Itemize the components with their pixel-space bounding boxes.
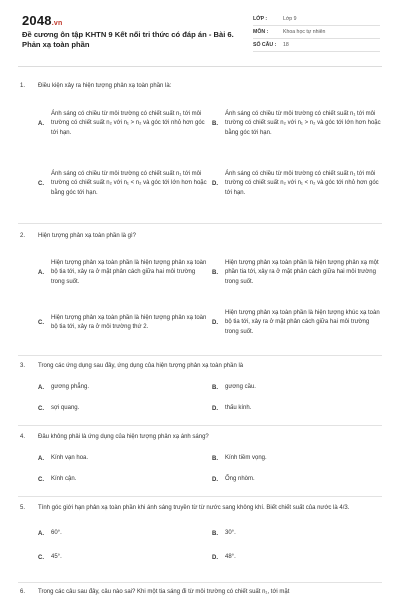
option-text: Hiện tượng phản xạ toàn phần là hiện tượng phản xạ toàn bộ tia tới, xảy ra ở mặt phân cách giữa hai môi trường trong suốt. xyxy=(51,260,207,285)
question-divider xyxy=(18,496,382,497)
question-divider xyxy=(18,355,382,356)
option-c[interactable] xyxy=(38,475,210,485)
option-text: Hiện tượng phản xạ toàn phần là hiện tượng phản xạ toàn bộ tia tới, xảy ra ở môi trường thứ 2. xyxy=(51,314,207,330)
option-text: Hiện tượng phản xạ toàn phần là hiện tượng khúc xạ toàn bộ tia tới, xảy ra ở mặt phân cách giữa hai môi trường trong suốt. xyxy=(225,310,380,335)
option-a[interactable] xyxy=(38,454,210,464)
option-a[interactable] xyxy=(38,249,210,297)
answer-options xyxy=(20,91,382,213)
question-number: 1. xyxy=(20,83,26,89)
option-letter: B. xyxy=(212,455,218,462)
site-logo[interactable] xyxy=(22,13,62,28)
option-letter: C. xyxy=(38,476,44,483)
question-3 xyxy=(20,362,382,421)
question-2 xyxy=(20,232,382,351)
question-text: Trong các ứng dụng sau đây, ứng dụng của hiện tượng phản xạ toàn phần là xyxy=(38,363,244,369)
option-letter: B. xyxy=(212,530,218,537)
question-number: 6. xyxy=(20,589,26,595)
answer-options xyxy=(20,513,382,573)
question-text: Điều kiện xảy ra hiện tượng phản xạ toàn phần là: xyxy=(38,83,172,89)
question-divider xyxy=(18,223,382,224)
option-a[interactable] xyxy=(38,529,210,539)
question-header xyxy=(20,82,382,91)
option-b[interactable] xyxy=(212,249,382,297)
option-text: 45°. xyxy=(51,554,62,561)
question-header xyxy=(20,504,382,513)
question-number: 3. xyxy=(20,363,26,369)
option-letter: D. xyxy=(212,405,218,412)
option-text: Kính tiềm vọng. xyxy=(225,455,267,462)
logo-suffix: .vn xyxy=(51,20,63,27)
option-text: Ánh sáng có chiều từ môi trường có chiết suất n₁ tới môi trường có chiết suất n₂ với n₁ < n₂ và góc tới nhỏ hơn góc tới hạn. xyxy=(225,171,379,196)
option-letter: A. xyxy=(38,269,44,276)
option-letter: D. xyxy=(212,180,218,187)
question-number: 4. xyxy=(20,434,26,440)
meta-label: SỐ CÂU : xyxy=(253,42,277,48)
option-letter: A. xyxy=(38,384,44,391)
question-header xyxy=(20,433,382,442)
option-a[interactable] xyxy=(38,383,210,393)
option-text: Ống nhòm. xyxy=(225,476,255,483)
header-divider xyxy=(18,66,382,67)
option-letter: B. xyxy=(212,269,218,276)
question-text: Tính góc giới hạn phản xạ toàn phần khi ánh sáng truyền từ từ nước sang không khí. Biết chiết suất của nước là 4/3. xyxy=(38,505,350,511)
option-text: 30°. xyxy=(225,530,236,537)
option-text: gương phẳng. xyxy=(51,384,89,391)
option-text: 60°. xyxy=(51,530,62,537)
option-text: Kính vạn hoa. xyxy=(51,455,89,462)
answer-options xyxy=(20,241,382,351)
option-c[interactable] xyxy=(38,553,210,563)
question-number: 5. xyxy=(20,505,26,511)
answer-options xyxy=(20,371,382,421)
option-c[interactable] xyxy=(38,305,210,341)
meta-label: MÔN : xyxy=(253,29,269,35)
option-letter: D. xyxy=(212,554,218,561)
question-divider xyxy=(18,425,382,426)
question-6 xyxy=(20,588,382,598)
meta-row-count xyxy=(253,39,380,52)
option-c[interactable] xyxy=(38,404,210,414)
option-letter: B. xyxy=(212,120,218,127)
option-d[interactable] xyxy=(212,159,382,209)
question-header xyxy=(20,232,382,241)
option-text: Kính cận. xyxy=(51,476,77,483)
question-1 xyxy=(20,82,382,213)
meta-value: Khoa học tự nhiên xyxy=(283,29,326,35)
option-letter: A. xyxy=(38,120,44,127)
question-header xyxy=(20,588,382,597)
option-letter: C. xyxy=(38,319,44,326)
question-text: Hiện tượng phản xạ toàn phần là gì? xyxy=(38,233,137,239)
option-text: Ánh sáng có chiều từ môi trường có chiết suất n₁ tới môi trường có chiết suất n₂ với n₁ > n₂ và góc tới lớn hơn hoặc bằng góc tới hạn. xyxy=(225,111,381,136)
option-text: Ánh sáng có chiều từ môi trường có chiết suất n₁ tới môi trường có chiết suất n₂ với n₁ > n₂ và góc tới nhỏ hơn góc tới hạn. xyxy=(51,111,205,136)
option-b[interactable] xyxy=(212,529,382,539)
question-text: Đâu không phải là ứng dụng của hiện tượng phản xạ ánh sáng? xyxy=(38,434,209,440)
option-d[interactable] xyxy=(212,553,382,563)
option-letter: B. xyxy=(212,384,218,391)
document-title: Đề cương ôn tập KHTN 9 Kết nối tri thức có đáp án - Bài 6. Phản xạ toàn phần xyxy=(22,30,234,49)
option-b[interactable] xyxy=(212,383,382,393)
option-letter: D. xyxy=(212,319,218,326)
answer-options xyxy=(20,442,382,492)
question-header xyxy=(20,362,382,371)
question-divider xyxy=(18,582,382,583)
option-text: thấu kính. xyxy=(225,405,252,412)
option-letter: C. xyxy=(38,554,44,561)
option-c[interactable] xyxy=(38,159,210,209)
meta-label: LỚP : xyxy=(253,16,268,22)
meta-row-subject xyxy=(253,26,380,39)
option-b[interactable] xyxy=(212,99,382,149)
option-text: 48°. xyxy=(225,554,236,561)
question-4 xyxy=(20,433,382,492)
logo-text: 2048 xyxy=(22,13,52,28)
meta-value: 18 xyxy=(283,42,289,48)
option-text: gương cầu. xyxy=(225,384,256,391)
option-letter: A. xyxy=(38,530,44,537)
option-d[interactable] xyxy=(212,475,382,485)
question-5 xyxy=(20,504,382,573)
meta-value: Lớp 9 xyxy=(283,16,297,22)
option-letter: D. xyxy=(212,476,218,483)
option-d[interactable] xyxy=(212,305,382,341)
option-d[interactable] xyxy=(212,404,382,414)
option-letter: C. xyxy=(38,180,44,187)
meta-row-grade xyxy=(253,13,380,26)
option-b[interactable] xyxy=(212,454,382,464)
option-text: sợi quang. xyxy=(51,405,80,412)
option-text: Hiện tượng phản xạ toàn phần là hiện tượng phản xạ một phần tia tới, xảy ra ở mặt phân cách giữa hai môi trường trong suốt. xyxy=(225,260,379,285)
document-meta xyxy=(253,13,380,52)
option-a[interactable] xyxy=(38,99,210,149)
question-text: Trong các câu sau đây, câu nào sai? Khi một tia sáng đi từ môi trường có chiết suất n₁, tới mặt xyxy=(38,589,290,595)
option-text: Ánh sáng có chiều từ môi trường có chiết suất n₁ tới môi trường có chiết suất n₂ với n₁ < n₂ và góc tới lớn hơn hoặc bằng góc tới hạn. xyxy=(51,171,207,196)
question-number: 2. xyxy=(20,233,26,239)
option-letter: C. xyxy=(38,405,44,412)
option-letter: A. xyxy=(38,455,44,462)
